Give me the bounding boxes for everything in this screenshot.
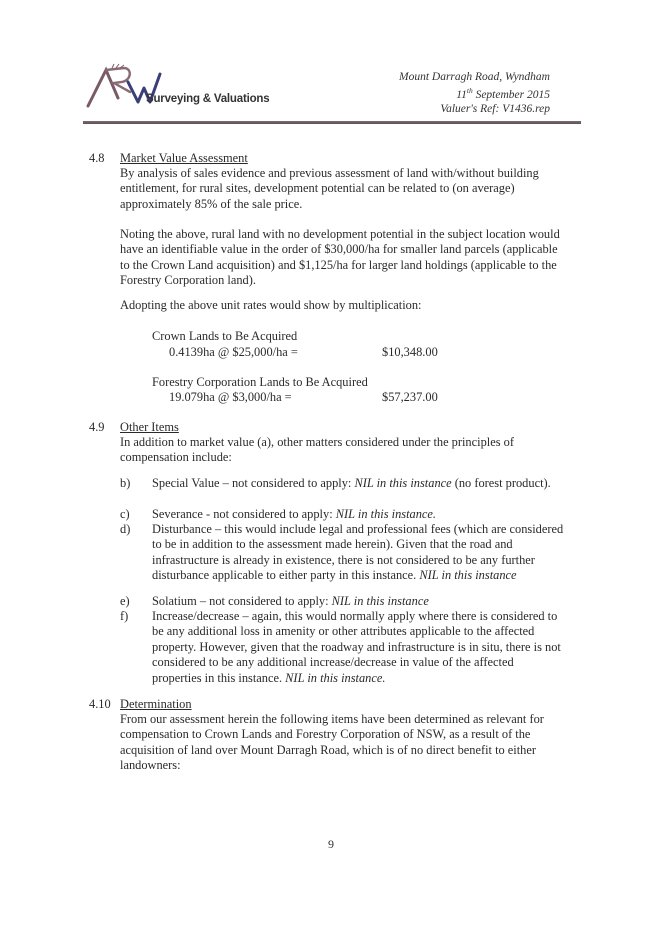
calc-label-crown: Crown Lands to Be Acquired — [152, 329, 298, 343]
company-name: Surveying & Valuations — [146, 93, 270, 105]
item-d-letter: d) — [120, 522, 131, 536]
item-c-letter: c) — [120, 507, 130, 521]
section-4-8-number: 4.8 — [89, 151, 105, 165]
section-4-10-title: Determination — [120, 697, 192, 711]
calc-value-forestry: $57,237.00 — [382, 390, 438, 404]
page-number: 9 — [328, 837, 334, 851]
item-f-text: Increase/decrease – again, this would normally apply where there is considered to be any additional loss in amenity or other attributes applicable to the affected property. However, given that the roadway and infrastructure is in situ, there is not considered to be any additional increase/decrease in value of the affected properties in this instance. NIL in this instance. — [152, 609, 561, 685]
calc-value-crown: $10,348.00 — [382, 345, 438, 359]
section-4-10-number: 4.10 — [89, 697, 111, 711]
item-d-text: Disturbance – this would include legal and professional fees (which are considered to be in addition to the assessment made herein). Given that the road and infrastructure is already in existence, there is not considered to be any further disturbance applicable to either party in this instance. NIL in this instance — [152, 522, 564, 583]
item-e-text: Solatium – not considered to apply: NIL in this instance — [152, 594, 429, 608]
calc-label-forestry: Forestry Corporation Lands to Be Acquired — [152, 375, 368, 389]
item-c-text: Severance - not considered to apply: NIL in this instance. — [152, 507, 437, 521]
header-ref: Valuer's Ref: V1436.rep — [440, 102, 550, 115]
header-divider — [83, 121, 581, 124]
calc-detail-crown: 0.4139ha @ $25,000/ha = — [169, 345, 298, 359]
item-b-letter: b) — [120, 476, 131, 490]
item-f-letter: f) — [120, 609, 129, 623]
item-e-letter: e) — [120, 594, 130, 608]
section-4-8-paragraph-2: Noting the above, rural land with no development potential in the subject location would have an identifiable value in the order of $30,000/ha for smaller land parcels (applicable to the Crown Land acquisition) and $1,125/ha for larger land holdings (applicable to the Forestry Corporation land). — [120, 227, 560, 288]
header-location: Mount Darragh Road, Wyndham — [399, 71, 550, 83]
calc-detail-forestry: 19.079ha @ $3,000/ha = — [169, 390, 292, 404]
company-logo-icon — [84, 62, 274, 114]
header-date: 11th September 2015 — [456, 86, 550, 101]
header-info — [399, 70, 550, 116]
section-4-9-intro: In addition to market value (a), other matters considered under the principles of compensation include: — [120, 435, 514, 465]
section-4-8-paragraph-1: By analysis of sales evidence and previous assessment of land with/without building entitlement, for rural sites, development potential can be related to (on average) approximately 85% of the sale price. — [120, 166, 539, 211]
section-4-8-paragraph-3: Adopting the above unit rates would show by multiplication: — [120, 298, 422, 312]
section-4-9-number: 4.9 — [89, 420, 105, 434]
section-4-8-title: Market Value Assessment — [120, 151, 248, 165]
section-4-10-paragraph: From our assessment herein the following items have been determined as relevant for compensation to Crown Lands and Forestry Corporation of NSW, as a result of the acquisition of land over Mount Darragh Road, which is of no direct benefit to either landowners: — [120, 712, 544, 773]
item-b-text: Special Value – not considered to apply: NIL in this instance (no forest product). — [152, 476, 551, 490]
section-4-9-title: Other Items — [120, 420, 179, 434]
